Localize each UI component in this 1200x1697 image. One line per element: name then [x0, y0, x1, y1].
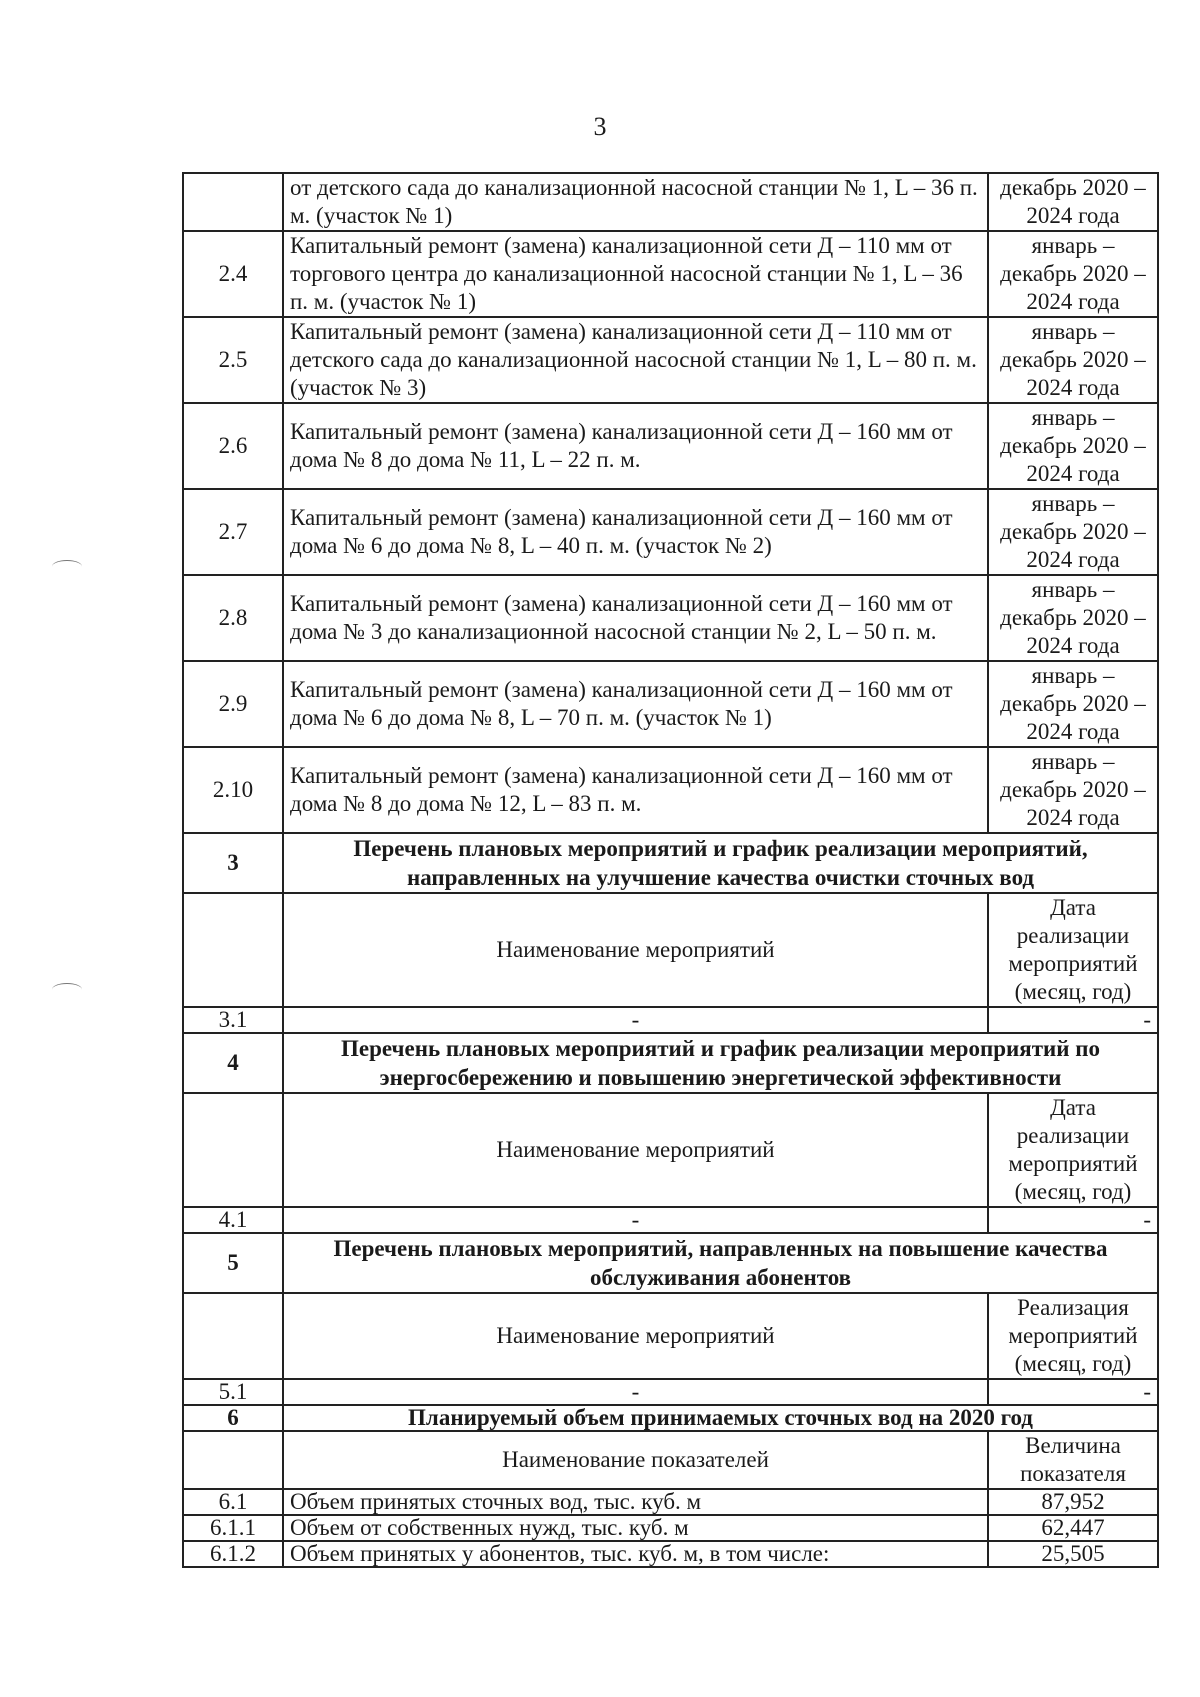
empty-cell	[183, 1431, 283, 1489]
table-row	[183, 575, 1158, 661]
activity-name: Капитальный ремонт (замена) канализационной сети Д – 160 мм от дома № 8 до дома № 12, L – 83 п. м.	[283, 747, 988, 833]
section-title: Перечень плановых мероприятий, направленных на повышение качества обслуживания абонентов	[283, 1233, 1158, 1293]
scan-mark	[52, 983, 82, 996]
column-header-name: Наименование показателей	[283, 1431, 988, 1489]
table-row	[183, 317, 1158, 403]
table-row	[183, 173, 1158, 231]
activity-date: январь – декабрь 2020 – 2024 года	[988, 403, 1158, 489]
row-number: 2.6	[183, 403, 283, 489]
row-number: 6.1.2	[183, 1541, 283, 1567]
empty-cell	[183, 1293, 283, 1379]
indicator-name: Объем принятых сточных вод, тыс. куб. м	[283, 1489, 988, 1515]
column-header-date: Дата реализации мероприятий (месяц, год)	[988, 1093, 1158, 1207]
section-header-row	[183, 833, 1158, 893]
row-number: 5.1	[183, 1379, 283, 1405]
table-row	[183, 231, 1158, 317]
indicator-name: Объем принятых у абонентов, тыс. куб. м, в том числе:	[283, 1541, 988, 1567]
activity-date: -	[988, 1379, 1158, 1405]
table-row	[183, 1515, 1158, 1541]
section-header-row	[183, 1405, 1158, 1431]
column-header-row	[183, 893, 1158, 1007]
table-row	[183, 1541, 1158, 1567]
activity-name: -	[283, 1007, 988, 1033]
activity-date: январь – декабрь 2020 – 2024 года	[988, 747, 1158, 833]
table-row	[183, 1379, 1158, 1405]
section-number: 3	[183, 833, 283, 893]
section-title: Перечень плановых мероприятий и график реализации мероприятий, направленных на улучшение качества очистки сточных вод	[283, 833, 1158, 893]
activity-name: Капитальный ремонт (замена) канализационной сети Д – 160 мм от дома № 6 до дома № 8, L – 70 п. м. (участок № 1)	[283, 661, 988, 747]
section-header-row	[183, 1233, 1158, 1293]
column-header-row	[183, 1093, 1158, 1207]
activity-date: -	[988, 1207, 1158, 1233]
section-title: Планируемый объем принимаемых сточных вод на 2020 год	[283, 1405, 1158, 1431]
column-header-value: Величина показателя	[988, 1431, 1158, 1489]
activity-name: Капитальный ремонт (замена) канализационной сети Д – 110 мм от детского сада до канализационной насосной станции № 1, L – 80 п. м. (участок № 3)	[283, 317, 988, 403]
row-number: 2.7	[183, 489, 283, 575]
column-header-row	[183, 1293, 1158, 1379]
row-number: 6.1.1	[183, 1515, 283, 1541]
column-header-date: Дата реализации мероприятий (месяц, год)	[988, 893, 1158, 1007]
activity-date: январь – декабрь 2020 – 2024 года	[988, 489, 1158, 575]
activity-date: декабрь 2020 – 2024 года	[988, 173, 1158, 231]
indicator-value: 87,952	[988, 1489, 1158, 1515]
column-header-date: Реализация мероприятий (месяц, год)	[988, 1293, 1158, 1379]
row-number: 4.1	[183, 1207, 283, 1233]
activity-date: январь – декабрь 2020 – 2024 года	[988, 575, 1158, 661]
plan-table	[182, 172, 1159, 1568]
activity-name: от детского сада до канализационной насосной станции № 1, L – 36 п. м. (участок № 1)	[283, 173, 988, 231]
section-number: 5	[183, 1233, 283, 1293]
scan-mark	[52, 560, 82, 573]
table-row	[183, 661, 1158, 747]
row-number: 2.9	[183, 661, 283, 747]
indicator-value: 25,505	[988, 1541, 1158, 1567]
section-number: 4	[183, 1033, 283, 1093]
section-title: Перечень плановых мероприятий и график реализации мероприятий по энергосбережению и повышению энергетической эффективности	[283, 1033, 1158, 1093]
column-header-name: Наименование мероприятий	[283, 1093, 988, 1207]
table-row	[183, 403, 1158, 489]
empty-cell	[183, 893, 283, 1007]
indicator-value: 62,447	[988, 1515, 1158, 1541]
empty-cell	[183, 1093, 283, 1207]
activity-date: январь – декабрь 2020 – 2024 года	[988, 317, 1158, 403]
table-row	[183, 1489, 1158, 1515]
table-row	[183, 747, 1158, 833]
activity-name: -	[283, 1207, 988, 1233]
activity-date: -	[988, 1007, 1158, 1033]
row-number: 3.1	[183, 1007, 283, 1033]
activity-name: Капитальный ремонт (замена) канализационной сети Д – 160 мм от дома № 3 до канализационной насосной станции № 2, L – 50 п. м.	[283, 575, 988, 661]
section-number: 6	[183, 1405, 283, 1431]
activity-name: Капитальный ремонт (замена) канализационной сети Д – 160 мм от дома № 6 до дома № 8, L – 40 п. м. (участок № 2)	[283, 489, 988, 575]
activity-name: Капитальный ремонт (замена) канализационной сети Д – 110 мм от торгового центра до канализационной насосной станции № 1, L – 36 п. м. (участок № 1)	[283, 231, 988, 317]
row-number: 2.4	[183, 231, 283, 317]
row-number: 2.10	[183, 747, 283, 833]
table-row	[183, 489, 1158, 575]
row-number	[183, 173, 283, 231]
activity-date: январь – декабрь 2020 – 2024 года	[988, 231, 1158, 317]
row-number: 2.5	[183, 317, 283, 403]
row-number: 2.8	[183, 575, 283, 661]
activity-date: январь – декабрь 2020 – 2024 года	[988, 661, 1158, 747]
column-header-name: Наименование мероприятий	[283, 1293, 988, 1379]
table-row	[183, 1007, 1158, 1033]
page-number: 3	[593, 112, 607, 141]
column-header-name: Наименование мероприятий	[283, 893, 988, 1007]
activity-name: -	[283, 1379, 988, 1405]
section-header-row	[183, 1033, 1158, 1093]
table-row	[183, 1207, 1158, 1233]
activity-name: Капитальный ремонт (замена) канализационной сети Д – 160 мм от дома № 8 до дома № 11, L – 22 п. м.	[283, 403, 988, 489]
column-header-row	[183, 1431, 1158, 1489]
indicator-name: Объем от собственных нужд, тыс. куб. м	[283, 1515, 988, 1541]
row-number: 6.1	[183, 1489, 283, 1515]
